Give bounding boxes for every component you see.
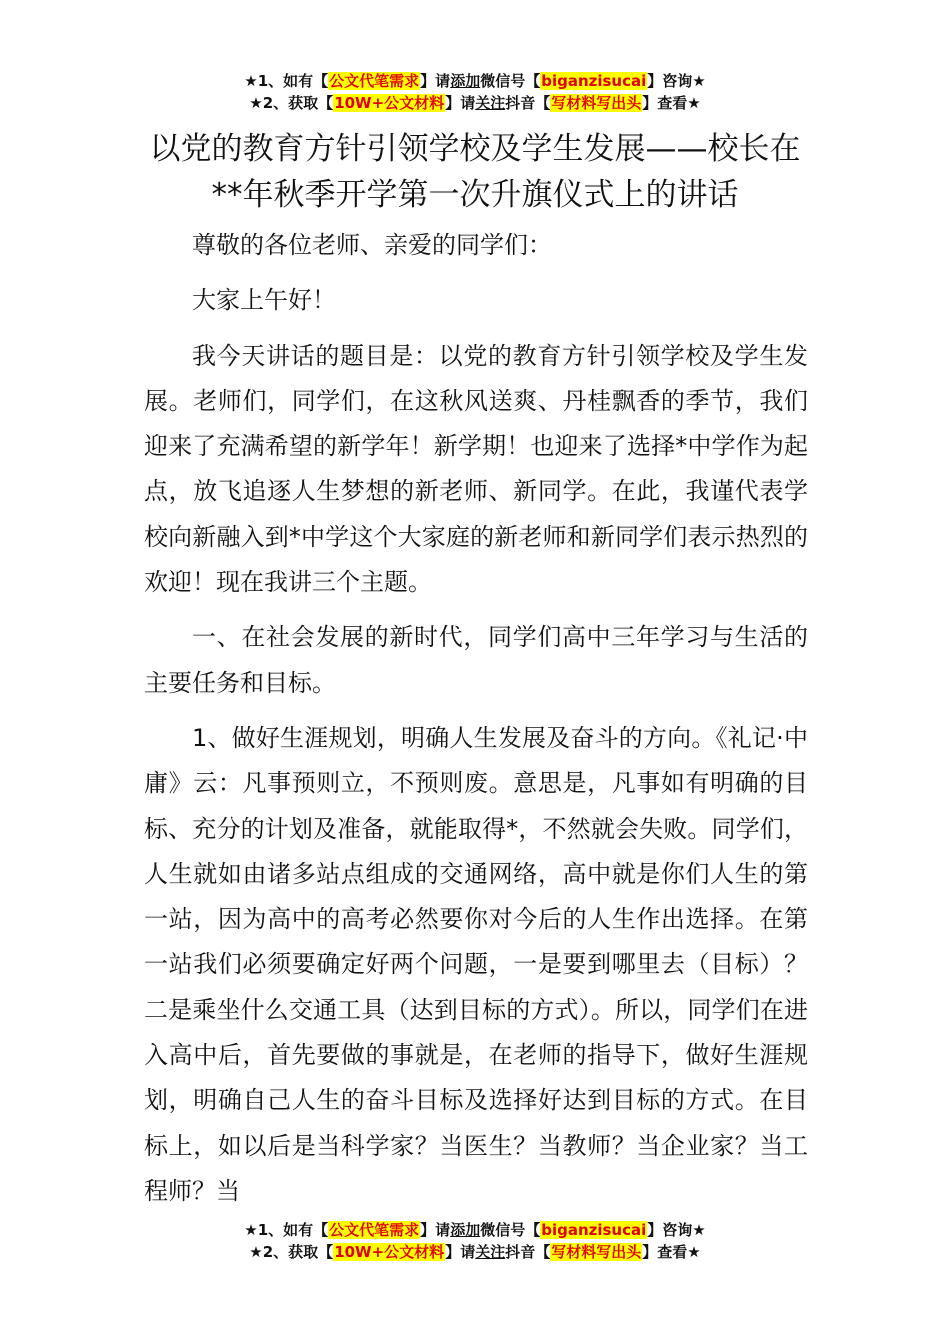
promo-emphasis: 关注 [475, 1243, 506, 1261]
promo-line-2 [0, 92, 950, 114]
promo-line-1 [0, 70, 950, 92]
highlight-tag: 公文代笔需求 [329, 72, 420, 90]
douyin-account-tag: 写材料写出头 [551, 94, 642, 112]
bottom-promo-banner [0, 1219, 950, 1263]
promo-text: 】请 [420, 1221, 451, 1239]
promo-text: ★2、获取【 [249, 1243, 334, 1261]
document-title: 以党的教育方针引领学校及学生发展——校长在**年秋季开学第一次升旗仪式上的讲话 [149, 131, 801, 213]
promo-text: 】查看★ [642, 94, 701, 112]
promo-text: 】请 [420, 72, 451, 90]
body-paragraph: 我今天讲话的题目是：以党的教育方针引领学校及学生发展。老师们，同学们，在这秋风送爽、丹桂飘香的季节，我们迎来了充满希望的新学年！新学期！也迎来了选择*中学作为起点，放飞追逐人生梦想的新老师、新同学。在此，我谨代表学校向新融入到*中学这个大家庭的新老师和新同学们表示热烈的欢迎！现在我讲三个主题。 [144, 341, 808, 597]
promo-text: 】请 [445, 1243, 476, 1261]
highlight-tag: 10W+公文材料 [334, 94, 445, 112]
promo-text: 抖音【 [505, 94, 551, 112]
douyin-account-tag: 写材料写出头 [551, 1243, 642, 1261]
promo-text: 抖音【 [505, 1243, 551, 1261]
body-paragraph: 1、做好生涯规划，明确人生发展及奋斗的方向。《礼记·中庸》云：凡事预则立，不预则废。意思是，凡事如有明确的目标、充分的计划及准备，就能取得*，不然就会失败。同学们，人生就如由诸多站点组成的交通网络，高中就是你们人生的第一站，因为高中的高考必然要你对今后的人生作出选择。在第一站我们必须要确定好两个问题，一是要到哪里去（目标）？二是乘坐什么交通工具（达到目标的方式）。所以，同学们在进入高中后，首先要做的事就是，在老师的指导下，做好生涯规划，明确自己人生的奋斗目标及选择好达到目标的方式。在目标上，如以后是当科学家？当医生？当教师？当企业家？当工程师？当 [144, 723, 808, 1205]
greeting: 大家上午好！ [192, 286, 336, 315]
promo-emphasis: 添加 [450, 72, 481, 90]
top-promo-banner [0, 70, 950, 114]
wechat-id-tag: biganzisucai [541, 72, 647, 90]
promo-line-1 [0, 1219, 950, 1241]
document-body [144, 223, 808, 1224]
promo-text: ★2、获取【 [249, 94, 334, 112]
salutation: 尊敬的各位老师、亲爱的同学们： [192, 231, 552, 259]
promo-emphasis: 添加 [450, 1221, 481, 1239]
promo-text: ★1、如有【 [244, 1221, 329, 1239]
highlight-tag: 公文代笔需求 [329, 1221, 420, 1239]
wechat-id-tag: biganzisucai [541, 1221, 647, 1239]
promo-emphasis: 关注 [475, 94, 506, 112]
promo-text: 】请 [445, 94, 476, 112]
section-heading: 一、在社会发展的新时代，同学们高中三年学习与生活的主要任务和目标。 [144, 623, 808, 697]
highlight-tag: 10W+公文材料 [334, 1243, 445, 1261]
promo-text: ★1、如有【 [244, 72, 329, 90]
promo-text: 】咨询★ [647, 72, 706, 90]
promo-text: 微信号【 [480, 1221, 541, 1239]
promo-text: 】查看★ [642, 1243, 701, 1261]
promo-text: 微信号【 [480, 72, 541, 90]
promo-line-2 [0, 1241, 950, 1263]
promo-text: 】咨询★ [647, 1221, 706, 1239]
